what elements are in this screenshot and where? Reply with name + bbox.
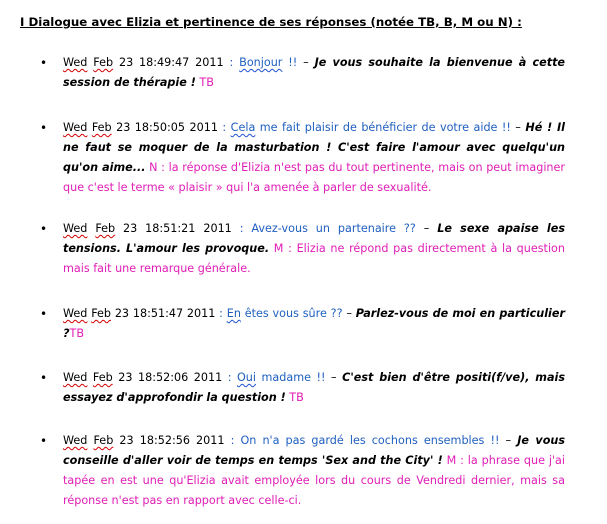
user-text: êtes vous sûre ??	[240, 307, 343, 320]
rating-note: M : Elizia ne répond pas directement à la question mais fait une remarque générale.	[63, 242, 565, 275]
timestamp-month: Feb	[95, 222, 116, 235]
user-message	[232, 222, 416, 235]
separator-dash: –	[342, 307, 356, 320]
elizia-reply: Hé ! Il ne faut se moquer de la masturbation ! C'est faire l'amour avec quelqu'un qu'on aime...	[63, 121, 565, 174]
timestamp	[63, 222, 232, 235]
user-word-flagged: En	[226, 307, 241, 320]
bullet-icon: •	[40, 434, 48, 448]
user-word-flagged: Bonjour	[239, 56, 283, 69]
timestamp-rest: 23 18:49:47 2011	[113, 56, 224, 69]
timestamp	[63, 56, 224, 69]
user-colon: :	[217, 121, 231, 134]
user-text: Avez-vous un partenaire ??	[251, 222, 416, 235]
bullet-icon: •	[40, 222, 48, 236]
timestamp	[63, 434, 225, 447]
separator-dash: –	[499, 434, 518, 447]
timestamp	[63, 371, 222, 384]
timestamp-month: Feb	[93, 56, 114, 69]
elizia-reply: Je vous conseille d'aller voir de temps en temps 'Sex and the City' !	[63, 434, 565, 467]
user-colon: :	[223, 56, 240, 69]
rating-note: TB	[285, 391, 304, 404]
dialogue-entry-2	[40, 118, 565, 198]
bullet-icon: •	[40, 56, 48, 70]
timestamp	[63, 307, 215, 320]
rating-note: N : la réponse d'Elizia n'est pas du tout pertinente, mais on peut imaginer que c'est le terme « plaisir » qui l'a amenée à parler de sexualité.	[63, 161, 565, 194]
user-message	[218, 121, 511, 134]
elizia-reply: Je vous souhaite la bienvenue à cette session de thérapie !	[63, 56, 565, 89]
timestamp-rest: 23 18:51:47 2011	[111, 307, 216, 320]
user-message	[225, 434, 500, 447]
rating-note: TB	[69, 327, 85, 340]
user-text: On n'a pas gardé les cochons ensembles !!	[240, 434, 500, 447]
user-message	[222, 371, 325, 384]
separator-dash: –	[510, 121, 526, 134]
timestamp-rest: 23 18:52:56 2011	[113, 434, 225, 447]
timestamp-day: Wed	[63, 307, 88, 320]
separator-dash: –	[415, 222, 438, 235]
timestamp-day: Wed	[63, 56, 88, 69]
timestamp-month: Feb	[92, 371, 113, 384]
dialogue-entry-4	[40, 304, 565, 344]
user-text: me fait plaisir de bénéficier de votre aide !!	[255, 121, 511, 134]
user-text: madame !!	[256, 371, 326, 384]
user-colon: :	[224, 434, 241, 447]
elizia-reply: C'est bien d'être positi(f/ve), mais essayez d'approfondir la question !	[63, 371, 565, 404]
dialogue-entry-5	[40, 368, 565, 408]
bullet-icon: •	[40, 121, 48, 135]
section-heading: I Dialogue avec Elizia et pertinence de ses réponses (notée TB, B, M ou N) :	[20, 15, 522, 29]
user-word-flagged: Oui	[237, 371, 257, 384]
elizia-reply: Le sexe apaise les tensions. L'amour les provoque.	[63, 222, 565, 255]
user-message	[224, 56, 298, 69]
timestamp	[63, 121, 218, 134]
user-colon: :	[231, 222, 252, 235]
elizia-reply: Parlez-vous de moi en particulier ?	[63, 307, 565, 340]
timestamp-rest: 23 18:52:06 2011	[112, 371, 223, 384]
separator-dash: –	[297, 56, 315, 69]
timestamp-day: Wed	[63, 434, 88, 447]
timestamp-rest: 23 18:50:05 2011	[111, 121, 218, 134]
timestamp-day: Wed	[63, 371, 88, 384]
dialogue-entry-1	[40, 53, 565, 93]
timestamp-month: Feb	[91, 307, 112, 320]
dialogue-entry-6	[40, 431, 565, 511]
bullet-icon: •	[40, 307, 48, 321]
dialogue-entry-3	[40, 219, 565, 279]
user-colon: :	[222, 371, 237, 384]
separator-dash: –	[325, 371, 343, 384]
rating-note: TB	[195, 76, 214, 89]
user-text: !!	[282, 56, 298, 69]
timestamp-day: Wed	[63, 222, 88, 235]
user-message	[215, 307, 342, 320]
timestamp-day: Wed	[63, 121, 88, 134]
timestamp-month: Feb	[93, 434, 114, 447]
timestamp-rest: 23 18:51:21 2011	[115, 222, 232, 235]
user-colon: :	[215, 307, 227, 320]
bullet-icon: •	[40, 371, 48, 385]
rating-note: M : la phrase que j'ai tapée en est une qu'Elizia avait employée lors du cours de Vendredi dernier, mais sa réponse n'est pas en rapport avec celle-ci.	[63, 454, 565, 507]
user-word-flagged: Cela	[230, 121, 256, 134]
timestamp-month: Feb	[91, 121, 112, 134]
